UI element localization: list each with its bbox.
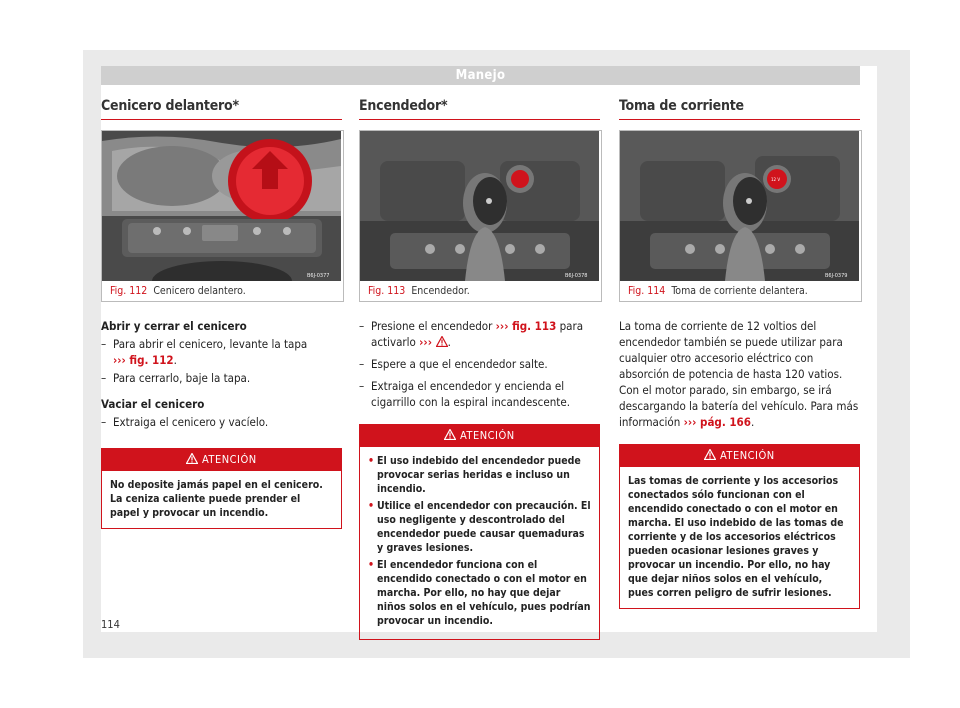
section-title-lighter: Encendedor* <box>359 98 600 120</box>
socket-paragraph: La toma de corriente de 12 voltios del encendedor también se puede utilizar para cualquier otro accesorio eléctrico con absorción de potencia de hasta 120 vatios. Con el motor parado, sin embargo, se irá descargando la batería del vehículo. Para más información ››› pág. 166. <box>619 319 859 429</box>
attention-box <box>101 448 342 529</box>
attention-bullet: • El uso indebido del encendedor puede provocar serias heridas e incluso un incendio. <box>368 455 581 495</box>
list-item: – Presione el encendedor ››› fig. 113 para activarlo ››› . <box>359 319 584 349</box>
section-title-socket: Toma de corriente <box>619 98 860 120</box>
list-item: – Extraiga el cenicero y vacíelo. <box>101 415 269 429</box>
column-ashtray <box>101 98 342 529</box>
figure-code: B6J-0377 <box>307 273 330 279</box>
list-item: – Espere a que el encendedor salte. <box>359 357 548 371</box>
section-title-ashtray: Cenicero delantero* <box>101 98 342 120</box>
attention-box <box>359 424 600 640</box>
figure-112 <box>101 130 344 302</box>
figure-label: Fig. 113 <box>368 285 406 297</box>
socket-photo <box>620 131 859 281</box>
attention-header: ATENCIÓN <box>620 445 859 467</box>
subhead-open-close: Abrir y cerrar el cenicero <box>101 319 247 333</box>
list-item: – Para cerrarlo, baje la tapa. <box>101 371 251 385</box>
figure-caption <box>102 281 343 301</box>
attention-box <box>619 444 860 609</box>
warning-icon <box>444 429 456 440</box>
warning-icon <box>186 453 198 464</box>
attention-header: ATENCIÓN <box>102 449 341 471</box>
figure-label: Fig. 112 <box>110 285 148 297</box>
figure-113 <box>359 130 602 302</box>
fig-link[interactable]: ››› fig. 112 <box>113 353 174 367</box>
attention-text: No deposite jamás papel en el cenicero. La ceniza caliente puede prender el papel y provocar un incendio. <box>110 479 323 519</box>
page-number: 114 <box>101 618 120 631</box>
ashtray-instructions <box>101 318 342 430</box>
figure-code: B6J-0379 <box>825 273 848 279</box>
page-link[interactable]: ››› pág. 166 <box>683 415 751 429</box>
column-lighter <box>359 98 600 640</box>
caption-text: Toma de corriente delantera. <box>671 285 808 297</box>
figure-caption <box>620 281 861 301</box>
attention-text <box>360 447 599 639</box>
warning-link[interactable]: ››› <box>419 335 447 349</box>
warning-icon <box>436 336 448 347</box>
lighter-photo <box>360 131 599 281</box>
list-item: – Extraiga el encendedor y encienda el cigarrillo con la espiral incandescente. <box>359 379 570 409</box>
page-header: Manejo <box>101 66 860 85</box>
fig-link[interactable]: ››› fig. 113 <box>495 319 557 333</box>
ashtray-photo <box>102 131 341 281</box>
list-item: – Para abrir el cenicero, levante la tapa ››› fig. 112. <box>101 337 308 367</box>
caption-text: Encendedor. <box>411 285 470 297</box>
figure-caption <box>360 281 601 301</box>
figure-114 <box>619 130 862 302</box>
attention-text: Las tomas de corriente y los accesorios conectados sólo funcionan con el encendido conectado o con el motor en marcha. El uso indebido de las tomas de corriente y de los accesorios eléctricos pueden ocasionar lesiones graves y provocar un incendio. Por ello, no hay que dejar niños solos en el vehículo, pues corren peligro de sufrir lesiones. <box>628 475 844 599</box>
subhead-empty: Vaciar el cenicero <box>101 397 205 411</box>
caption-text: Cenicero delantero. <box>153 285 246 297</box>
column-power-socket <box>619 98 860 609</box>
warning-icon <box>704 449 716 460</box>
attention-bullet: • Utilice el encendedor con precaución. El uso negligente y descontrolado del encendedor puede causar quemaduras y graves lesiones. <box>368 500 591 554</box>
attention-bullet: • El encendedor funciona con el encendido conectado o con el motor en marcha. Por ello, no hay que dejar niños solos en el vehículo, pues podrían provocar un incendio. <box>368 559 591 627</box>
attention-header: ATENCIÓN <box>360 425 599 447</box>
figure-code: B6J-0378 <box>565 273 588 279</box>
socket-label: 12 V <box>771 177 781 182</box>
lighter-instructions <box>359 318 600 410</box>
figure-label: Fig. 114 <box>628 285 666 297</box>
